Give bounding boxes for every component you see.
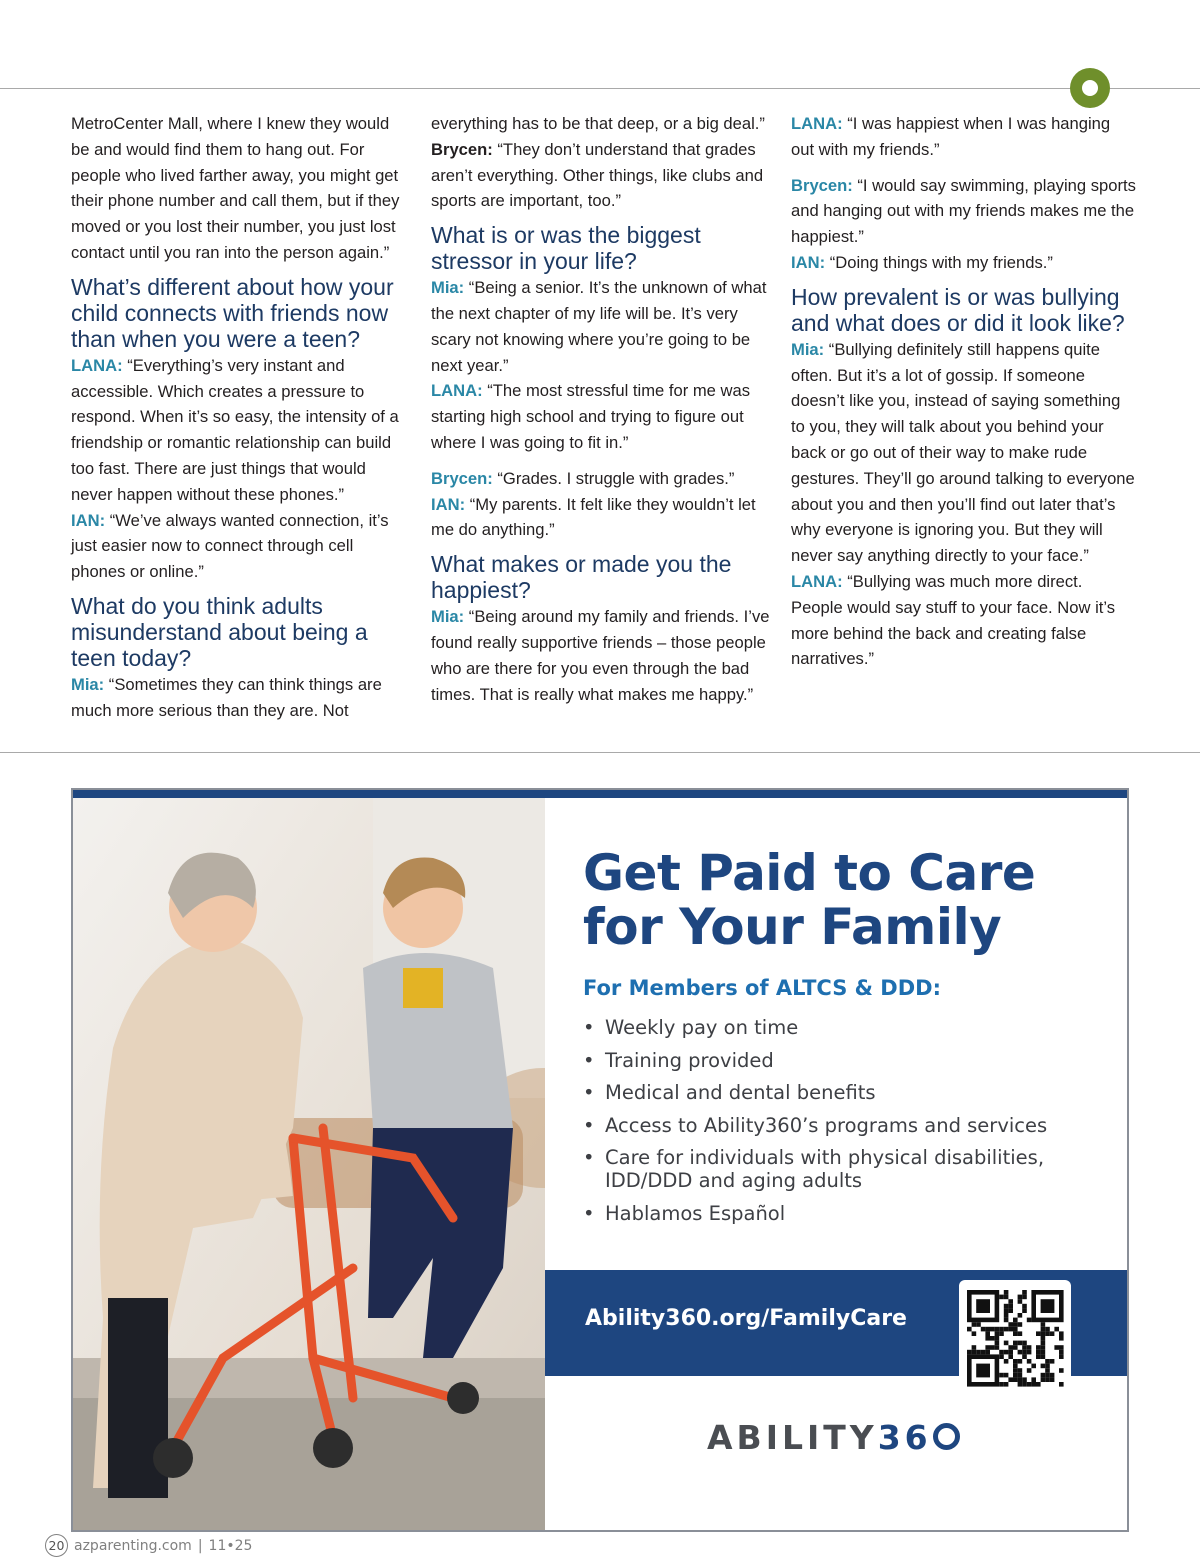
benefit-item: • Medical and dental benefits <box>583 1081 1103 1104</box>
logo-word: ABILITY <box>707 1418 878 1457</box>
site-name[interactable]: azparenting.com <box>74 1537 192 1554</box>
ad-headline-line-2: for Your Family <box>583 898 1002 956</box>
qr-code[interactable] <box>959 1280 1071 1400</box>
section-dot-icon <box>1070 68 1110 108</box>
question-heading: What’s different about how your child connects with friends now than when you were a teen? <box>71 273 394 352</box>
caregiver-photo <box>73 798 545 1530</box>
question-heading: What do you think adults misunderstand about being a teen today? <box>71 592 368 671</box>
question-heading: What makes or made you the happiest? <box>431 551 732 604</box>
answer <box>431 137 771 214</box>
benefit-item: • Training provided <box>583 1049 1103 1072</box>
speaker-label: LANA: <box>791 114 843 133</box>
answer-text: “Bullying was much more direct. People would say stuff to your face. Now it’s more behind the back and creating false narratives.” <box>791 571 1116 669</box>
logo-ring-icon <box>933 1423 960 1450</box>
speaker-label: Brycen: <box>431 468 493 488</box>
answer <box>791 337 1136 569</box>
answer <box>431 492 771 544</box>
answer <box>431 466 771 492</box>
speaker-label: IAN: <box>431 494 466 514</box>
answer-text: “We’ve always wanted connection, it’s just easier now to connect through cell phones or online.” <box>71 510 389 582</box>
speaker-label: Mia: <box>431 278 465 298</box>
page-footer <box>45 1534 252 1557</box>
ability360-advertisement[interactable] <box>71 788 1129 1532</box>
footer-separator: | <box>197 1537 203 1554</box>
logo-number: 36 <box>877 1418 932 1457</box>
answer-text: “Everything’s very instant and accessible. Which creates a pressure to respond. When it’s so easy, the intensity of a friendship or romantic relationship can build too fast. There are just things that would never happen without these phones.” <box>71 355 399 504</box>
answer <box>71 353 411 508</box>
issue-date: 11•25 <box>208 1537 253 1554</box>
answer <box>791 250 1136 276</box>
benefits-list <box>583 1016 1103 1234</box>
page-number: 20 <box>45 1534 68 1557</box>
ad-url-link[interactable]: Ability360.org/FamilyCare <box>585 1306 907 1331</box>
ad-subheading: For Members of ALTCS & DDD: <box>583 976 941 1000</box>
speaker-label: LANA: <box>791 571 843 591</box>
article-column-3 <box>791 111 1136 672</box>
ad-headline-line-1: Get Paid to Care <box>583 844 1036 902</box>
paragraph: MetroCenter Mall, where I knew they would be and would find them to hang out. For people who lived farther away, you might get their phone number and call them, but if they moved or you lost their number, you just lost contact until you ran into the person again.” <box>71 114 400 262</box>
speaker-label: Mia: <box>431 607 465 627</box>
section-divider <box>0 752 1200 753</box>
answer-text: “Doing things with my friends.” <box>825 252 1053 272</box>
paragraph: everything has to be that deep, or a big deal.” <box>431 114 765 133</box>
answer <box>791 173 1136 250</box>
speaker-label: LANA: <box>71 355 123 375</box>
answer-text: “My parents. It felt like they wouldn’t let me do anything.” <box>431 494 756 540</box>
speaker-label: Brycen: <box>431 139 493 159</box>
speaker-label: Mia: <box>71 674 105 694</box>
answer-text: “They don’t understand that grades aren’t everything. Other things, like clubs and sports are important, too.” <box>431 139 764 211</box>
answer-text: “Being a senior. It’s the unknown of what the next chapter of my life will be. It’s very scary not knowing where you’re going to be next year.” <box>431 278 767 375</box>
article-column-2 <box>431 111 771 707</box>
speaker-label: Brycen: <box>791 175 853 195</box>
answer-text: “The most stressful time for me was starting high school and trying to figure out where I was going to fit in.” <box>431 381 751 452</box>
article-column-1 <box>71 111 411 724</box>
qr-code-icon <box>959 1280 1071 1400</box>
answer <box>791 111 1136 163</box>
question-heading: How prevalent is or was bullying and what does or did it look like? <box>791 283 1125 336</box>
answer <box>71 508 411 585</box>
header-rule <box>0 88 1200 89</box>
answer <box>431 604 771 707</box>
answer-text: “Grades. I struggle with grades.” <box>492 468 735 488</box>
url-band <box>545 1270 1129 1376</box>
answer-text: “Bullying definitely still happens quite often. But it’s a lot of gossip. If someone doesn’t like you, instead of saying something to you, they will talk about you behind your back or go out of their way to make rude gestures. They’ll go around talking to everyone about you and then you’ll find out later that’s why everyone is ignoring you. But they will never say anything directly to your face.” <box>791 339 1135 566</box>
answer <box>431 275 771 378</box>
answer-text: “Being around my family and friends. I’ve found really supportive friends – those people who are there for you even through the bad times. That is really what makes me happy.” <box>431 607 770 704</box>
benefit-item: • Hablamos Español <box>583 1202 1103 1225</box>
question-heading: What is or was the biggest stressor in your life? <box>431 222 701 275</box>
answer-text: “I would say swimming, playing sports and hanging out with my friends makes me the happiest.” <box>791 175 1136 247</box>
speaker-label: Mia: <box>791 339 825 359</box>
speaker-label: LANA: <box>431 381 483 401</box>
speaker-label: IAN: <box>71 510 106 530</box>
answer <box>71 672 411 724</box>
ad-top-bar <box>73 790 1127 798</box>
ability360-logo <box>707 1418 960 1457</box>
answer-text: “Sometimes they can think things are much more serious than they are. Not <box>71 674 382 720</box>
answer <box>791 569 1136 672</box>
speaker-label: IAN: <box>791 252 826 272</box>
answer <box>431 378 771 455</box>
benefit-item: • Weekly pay on time <box>583 1016 1103 1039</box>
ad-headline <box>583 846 1103 954</box>
answer-text: “I was happiest when I was hanging out with my friends.” <box>791 114 1111 159</box>
benefit-item: • Care for individuals with physical disabilities, IDD/DDD and aging adults <box>583 1146 1103 1192</box>
benefit-item: • Access to Ability360’s programs and services <box>583 1114 1103 1137</box>
